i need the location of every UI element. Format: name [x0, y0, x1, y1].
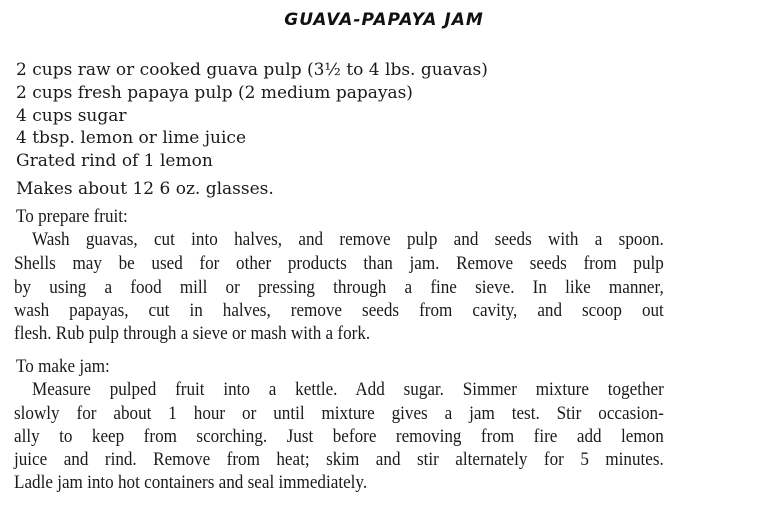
- make-heading: To make jam:: [16, 356, 110, 377]
- recipe-title: GUAVA-PAPAYA JAM: [284, 10, 484, 30]
- ingredient-item: 4 cups sugar: [16, 106, 127, 126]
- prepare-line: Shells may be used for other products than jam. Remove seeds from pulp: [14, 253, 664, 274]
- prepare-line: by using a food mill or pressing through a fine sieve. In like manner,: [14, 277, 664, 298]
- yield-text: Makes about 12 6 oz. glasses.: [16, 179, 274, 199]
- make-line: Ladle jam into hot containers and seal immediately.: [14, 472, 368, 493]
- ingredient-item: 2 cups raw or cooked guava pulp (3½ to 4 lbs. guavas): [16, 60, 488, 80]
- ingredient-item: 4 tbsp. lemon or lime juice: [16, 128, 247, 148]
- make-line: slowly for about 1 hour or until mixture gives a jam test. Stir occasion-: [14, 403, 664, 424]
- make-line: Measure pulped fruit into a kettle. Add sugar. Simmer mixture together: [32, 379, 664, 400]
- make-line: juice and rind. Remove from heat; skim and stir alternately for 5 minutes.: [14, 449, 664, 470]
- prepare-heading: To prepare fruit:: [16, 206, 128, 227]
- ingredient-item: Grated rind of 1 lemon: [16, 151, 213, 171]
- prepare-line: wash papayas, cut in halves, remove seeds from cavity, and scoop out: [14, 300, 664, 321]
- make-line: ally to keep from scorching. Just before removing from fire add lemon: [14, 426, 664, 447]
- ingredient-item: 2 cups fresh papaya pulp (2 medium papayas): [16, 83, 413, 103]
- prepare-line: flesh. Rub pulp through a sieve or mash with a fork.: [14, 323, 371, 344]
- prepare-line: Wash guavas, cut into halves, and remove pulp and seeds with a spoon.: [32, 229, 664, 250]
